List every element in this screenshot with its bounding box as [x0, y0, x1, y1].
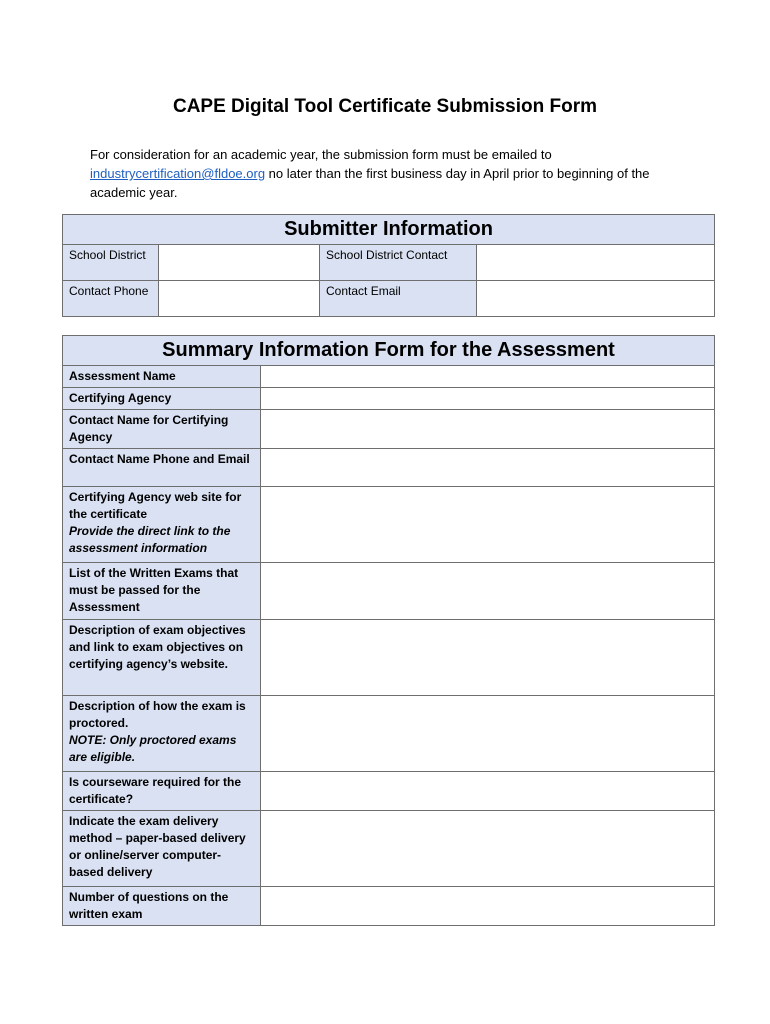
contact-phone-label: Contact Phone: [63, 281, 159, 317]
contact-email-field[interactable]: [477, 281, 715, 317]
row-value-field[interactable]: [261, 487, 715, 563]
row-value-field[interactable]: [261, 563, 715, 620]
row-value-field[interactable]: [261, 620, 715, 696]
row-label-note: Provide the direct link to the assessment information: [69, 524, 231, 555]
row-label: [63, 811, 261, 887]
row-label: [63, 563, 261, 620]
summary-information-header: Summary Information Form for the Assessment: [63, 336, 715, 366]
page-title: CAPE Digital Tool Certificate Submission Form: [172, 96, 598, 117]
row-label-text: Certifying Agency: [69, 391, 172, 405]
table-row: [63, 620, 715, 696]
row-label: [63, 366, 261, 388]
row-label: [63, 410, 261, 449]
table-row: [63, 772, 715, 811]
row-label-text: Assessment Name: [69, 369, 176, 383]
table-row: [63, 388, 715, 410]
row-value-field[interactable]: [261, 366, 715, 388]
row-label-text: Contact Name Phone and Email: [69, 452, 250, 466]
school-district-contact-label: School District Contact: [320, 245, 477, 281]
row-value-field[interactable]: [261, 772, 715, 811]
table-row: [63, 366, 715, 388]
table-row: [63, 887, 715, 926]
intro-text-before: For consideration for an academic year, the submission form must be emailed to: [90, 147, 552, 162]
row-value-field[interactable]: [261, 811, 715, 887]
table-row: [63, 563, 715, 620]
table-row: [63, 449, 715, 487]
intro-text-after: no later than the first business day in April prior to beginning of the academic year.: [90, 166, 650, 200]
row-label: [63, 887, 261, 926]
row-label-text: Description of how the exam is proctored.: [69, 699, 246, 730]
row-label: [63, 487, 261, 563]
row-value-field[interactable]: [261, 449, 715, 487]
row-label-text: Number of questions on the written exam: [69, 890, 229, 921]
row-label-text: Certifying Agency web site for the certificate: [69, 490, 242, 521]
row-label: [63, 449, 261, 487]
row-label: [63, 696, 261, 772]
row-label: [63, 620, 261, 696]
row-label: [63, 388, 261, 410]
row-label: [63, 772, 261, 811]
row-label-text: Indicate the exam delivery method – paper-based delivery or online/server computer-based delivery: [69, 814, 246, 879]
school-district-field[interactable]: [159, 245, 320, 281]
contact-email-label: Contact Email: [320, 281, 477, 317]
table-row: [63, 696, 715, 772]
table-row: [63, 410, 715, 449]
row-value-field[interactable]: [261, 696, 715, 772]
school-district-label: School District: [63, 245, 159, 281]
school-district-contact-field[interactable]: [477, 245, 715, 281]
contact-phone-field[interactable]: [159, 281, 320, 317]
intro-paragraph: [90, 145, 690, 202]
summary-information-table: [62, 335, 715, 926]
email-link[interactable]: industrycertification@fldoe.org: [90, 166, 266, 181]
row-label-text: List of the Written Exams that must be passed for the Assessment: [69, 566, 239, 614]
row-value-field[interactable]: [261, 410, 715, 449]
row-value-field[interactable]: [261, 388, 715, 410]
row-label-text: Is courseware required for the certificate?: [69, 775, 242, 806]
row-value-field[interactable]: [261, 887, 715, 926]
table-row: [63, 487, 715, 563]
row-label-text: Contact Name for Certifying Agency: [69, 413, 229, 444]
table-row: [63, 811, 715, 887]
row-label-note: NOTE: Only proctored exams are eligible.: [69, 733, 237, 764]
submitter-information-header: Submitter Information: [63, 215, 715, 245]
row-label-text: Description of exam objectives and link to exam objectives on certifying agency’s website.: [69, 623, 246, 671]
submitter-information-table: [62, 214, 715, 317]
